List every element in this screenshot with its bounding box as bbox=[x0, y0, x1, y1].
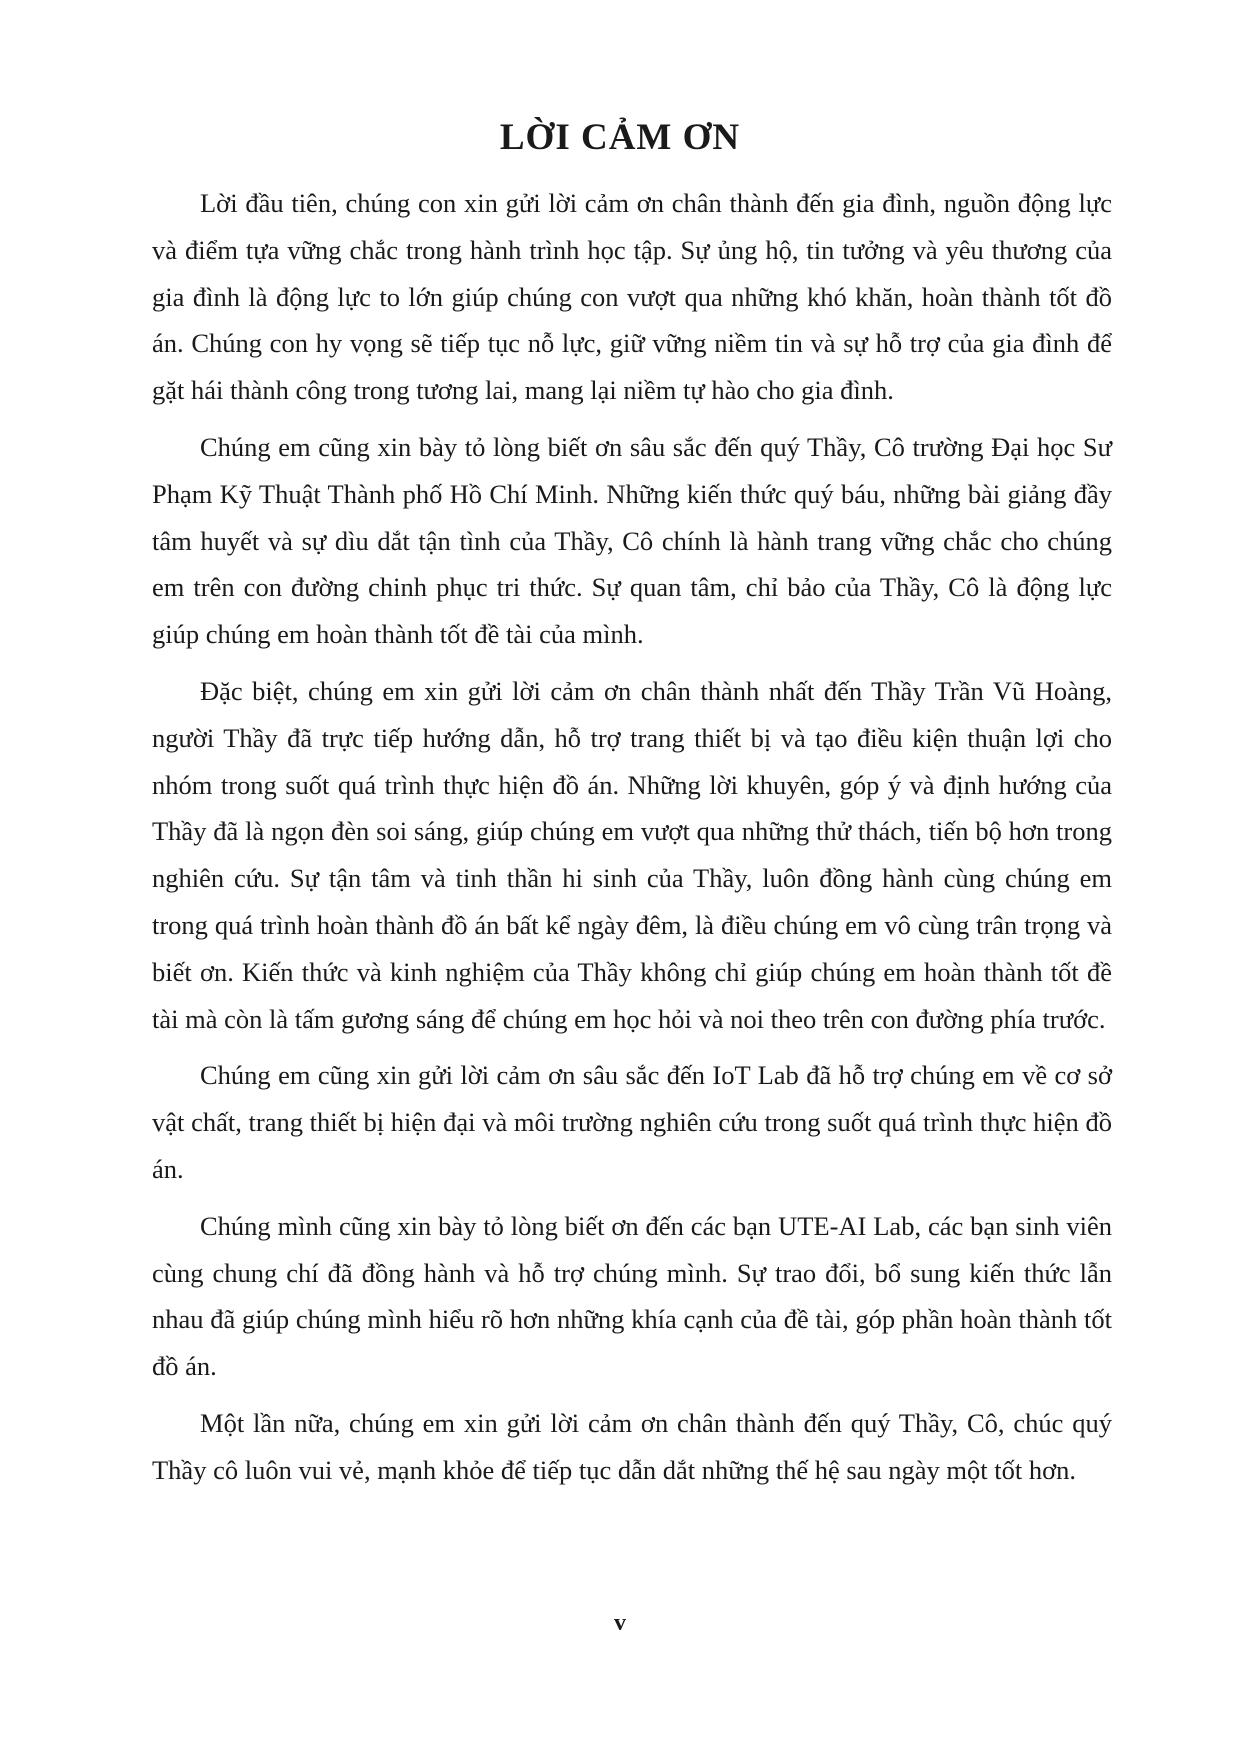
acknowledgement-body bbox=[152, 180, 1112, 1494]
page-number: v bbox=[614, 1610, 626, 1636]
paragraph-closing: Một lần nữa, chúng em xin gửi lời cảm ơn chân thành đến quý Thầy, Cô, chúc quý Thầy cô luôn vui vẻ, mạnh khỏe để tiếp tục dẫn dắt những thế hệ sau ngày một tốt hơn. bbox=[152, 1407, 1112, 1485]
page-title: LỜI CẢM ƠN bbox=[499, 117, 741, 158]
paragraph-iot-lab: Chúng em cũng xin gửi lời cảm ơn sâu sắc đến IoT Lab đã hỗ trợ chúng em về cơ sở vật chất, trang thiết bị hiện đại và môi trường nghiên cứu trong suốt quá trình thực hiện đồ án. bbox=[152, 1060, 1112, 1184]
paragraph-university: Chúng em cũng xin bày tỏ lòng biết ơn sâu sắc đến quý Thầy, Cô trường Đại học Sư Phạm Kỹ Thuật Thành phố Hồ Chí Minh. Những kiến thức quý báu, những bài giảng đầy tâm huyết và sự dìu dắt tận tình của Thầy, Cô chính là hành trang vững chắc cho chúng em trên con đường chinh phục tri thức. Sự quan tâm, chỉ bảo của Thầy, Cô là động lực giúp chúng em hoàn thành tốt đề tài của mình. bbox=[152, 431, 1112, 650]
paragraph-ai-lab: Chúng mình cũng xin bày tỏ lòng biết ơn đến các bạn UTE-AI Lab, các bạn sinh viên cùng chung chí đã đồng hành và hỗ trợ chúng mình. Sự trao đổi, bổ sung kiến thức lẫn nhau đã giúp chúng mình hiểu rõ hơn những khía cạnh của đề tài, góp phần hoàn thành tốt đồ án. bbox=[152, 1210, 1112, 1382]
paragraph-advisor: Đặc biệt, chúng em xin gửi lời cảm ơn chân thành nhất đến Thầy Trần Vũ Hoàng, người Thầy đã trực tiếp hướng dẫn, hỗ trợ trang thiết bị và tạo điều kiện thuận lợi cho nhóm trong suốt quá trình thực hiện đồ án. Những lời khuyên, góp ý và định hướng của Thầy đã là ngọn đèn soi sáng, giúp chúng em vượt qua những thử thách, tiến bộ hơn trong nghiên cứu. Sự tận tâm và tinh thần hi sinh của Thầy, luôn đồng hành cùng chúng em trong quá trình hoàn thành đồ án bất kể ngày đêm, là điều chúng em vô cùng trân trọng và biết ơn. Kiến thức và kinh nghiệm của Thầy không chỉ giúp chúng em hoàn thành tốt đề tài mà còn là tấm gương sáng để chúng em học hỏi và noi theo trên con đường phía trước. bbox=[152, 675, 1112, 1034]
paragraph-family: Lời đầu tiên, chúng con xin gửi lời cảm ơn chân thành đến gia đình, nguồn động lực và điểm tựa vững chắc trong hành trình học tập. Sự ủng hộ, tin tưởng và yêu thương của gia đình là động lực to lớn giúp chúng con vượt qua những khó khăn, hoàn thành tốt đồ án. Chúng con hy vọng sẽ tiếp tục nỗ lực, giữ vững niềm tin và sự hỗ trợ của gia đình để gặt hái thành công trong tương lai, mang lại niềm tự hào cho gia đình. bbox=[152, 188, 1112, 406]
